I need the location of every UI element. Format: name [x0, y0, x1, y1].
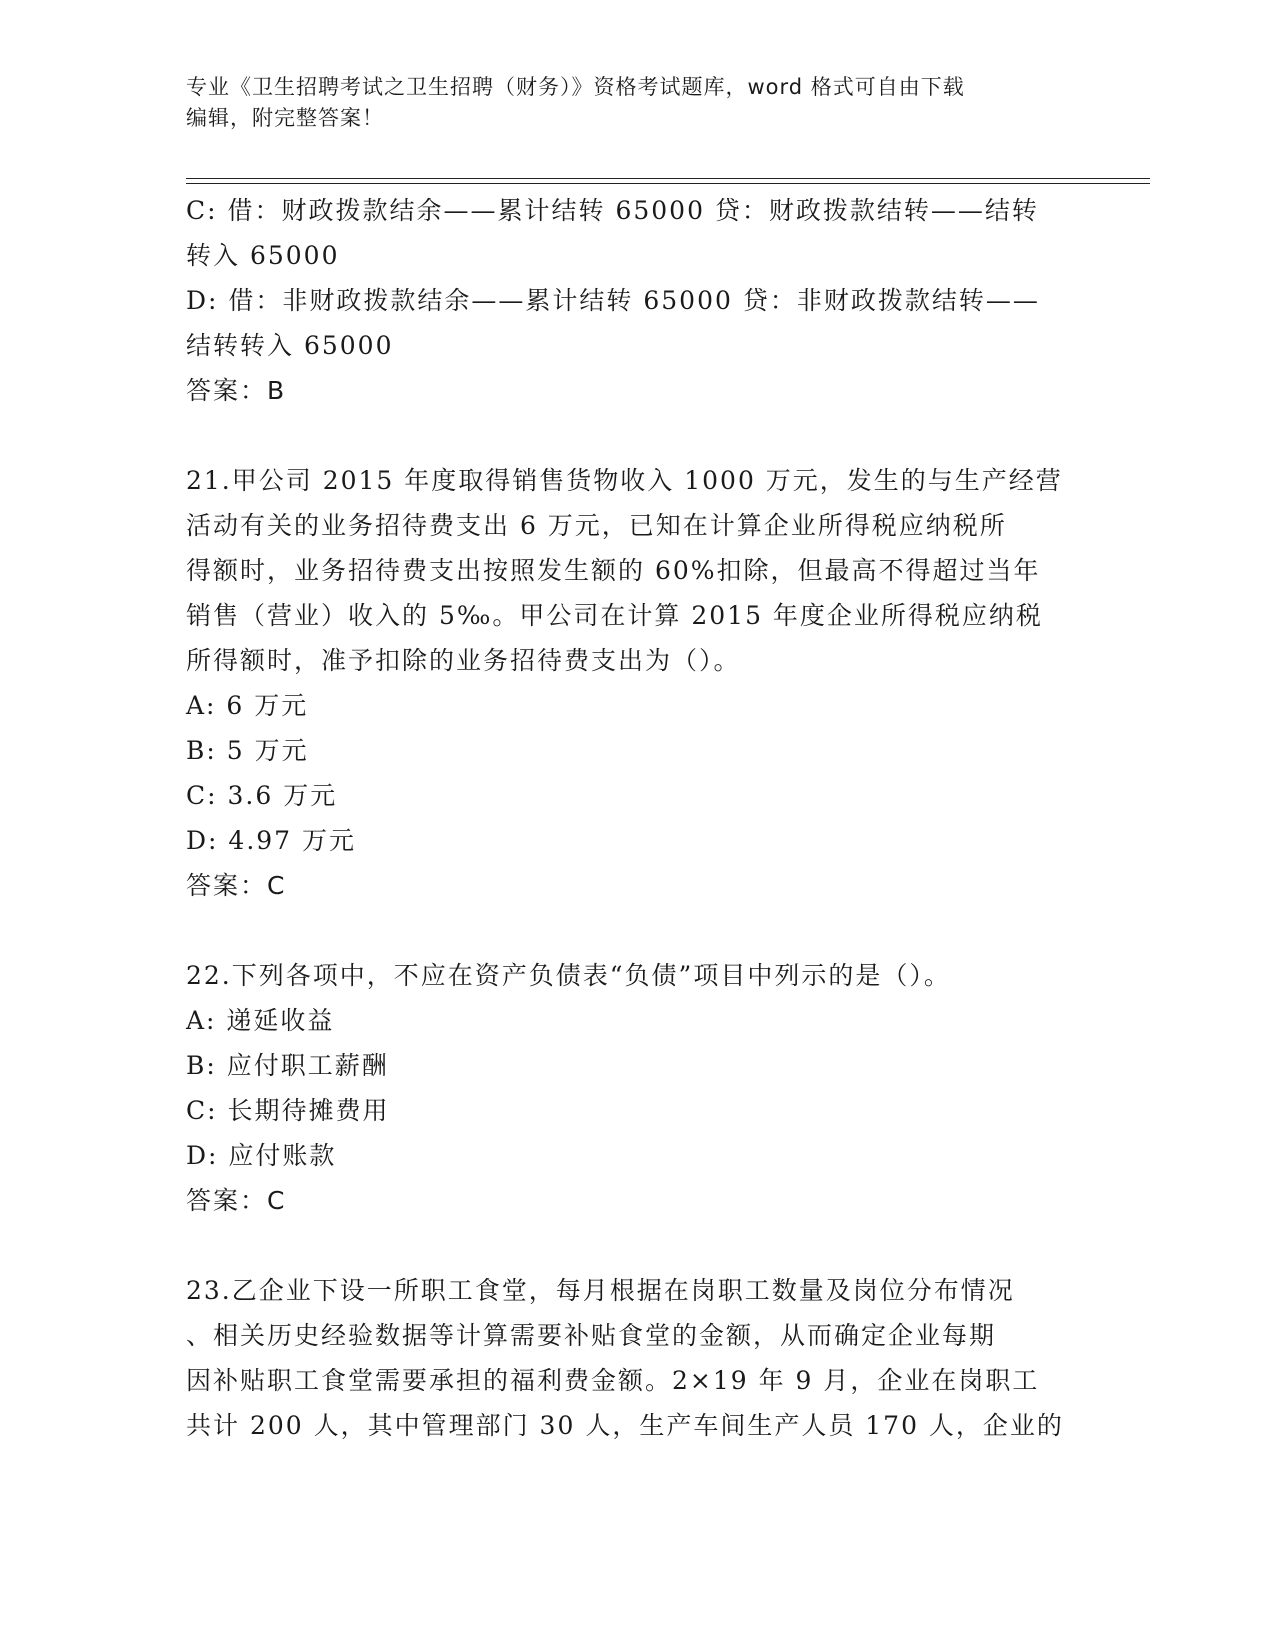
question-stem-line: 所得额时，准予扣除的业务招待费支出为（）。	[186, 646, 741, 675]
question-stem-line: 销售（营业）收入的 5‰。甲公司在计算 2015 年度企业所得税应纳税	[186, 601, 1043, 630]
spacer	[186, 908, 1086, 953]
option-d: D: 4.97 万元	[186, 826, 357, 855]
answer-20: 答案：B	[186, 376, 287, 405]
option-c: C: 长期待摊费用	[186, 1096, 390, 1125]
option-a: A: 递延收益	[186, 1006, 335, 1035]
spacer	[186, 413, 1086, 458]
answer-22: 答案：C	[186, 1186, 287, 1215]
option-d-line-2: 结转转入 65000	[186, 331, 394, 360]
question-21	[186, 458, 1086, 908]
question-22	[186, 953, 1086, 1223]
question-stem-line: 21.甲公司 2015 年度取得销售货物收入 1000 万元，发生的与生产经营	[186, 466, 1063, 495]
answer-21: 答案：C	[186, 871, 287, 900]
option-d: D: 应付账款	[186, 1141, 337, 1170]
option-c-line-2: 转入 65000	[186, 241, 340, 270]
option-c-line-1: C: 借：财政拨款结余——累计结转 65000 贷：财政拨款结转——结转	[186, 196, 1039, 225]
option-c: C: 3.6 万元	[186, 781, 338, 810]
option-b: B: 5 万元	[186, 736, 309, 765]
header-divider-bottom	[186, 183, 1150, 184]
option-b: B: 应付职工薪酬	[186, 1051, 389, 1080]
question-stem-line: 因补贴职工食堂需要承担的福利费金额。2×19 年 9 月，企业在岗职工	[186, 1366, 1040, 1395]
header-line-1: 专业《卫生招聘考试之卫生招聘（财务）》资格考试题库，word 格式可自由下载	[186, 75, 965, 99]
question-stem-line: 23.乙企业下设一所职工食堂，每月根据在岗职工数量及岗位分布情况	[186, 1276, 1015, 1305]
header-divider-top	[186, 178, 1150, 179]
question-stem-line: 、相关历史经验数据等计算需要补贴食堂的金额，从而确定企业每期	[186, 1321, 997, 1350]
option-a: A: 6 万元	[186, 691, 309, 720]
question-stem-line: 得额时，业务招待费支出按照发生额的 60%扣除，但最高不得超过当年	[186, 556, 1041, 585]
option-d-line-1: D: 借：非财政拨款结余——累计结转 65000 贷：非财政拨款结转——	[186, 286, 1040, 315]
question-20-tail	[186, 188, 1086, 413]
question-content	[186, 188, 1086, 1448]
question-23	[186, 1268, 1086, 1448]
header-line-2: 编辑，附完整答案！	[186, 106, 384, 130]
spacer	[186, 1223, 1086, 1268]
document-header	[186, 72, 1086, 134]
question-stem-line: 共计 200 人，其中管理部门 30 人，生产车间生产人员 170 人，企业的	[186, 1411, 1064, 1440]
question-stem-line: 活动有关的业务招待费支出 6 万元，已知在计算企业所得税应纳税所	[186, 511, 1007, 540]
question-stem-line: 22.下列各项中，不应在资产负债表“负债”项目中列示的是（）。	[186, 961, 951, 990]
